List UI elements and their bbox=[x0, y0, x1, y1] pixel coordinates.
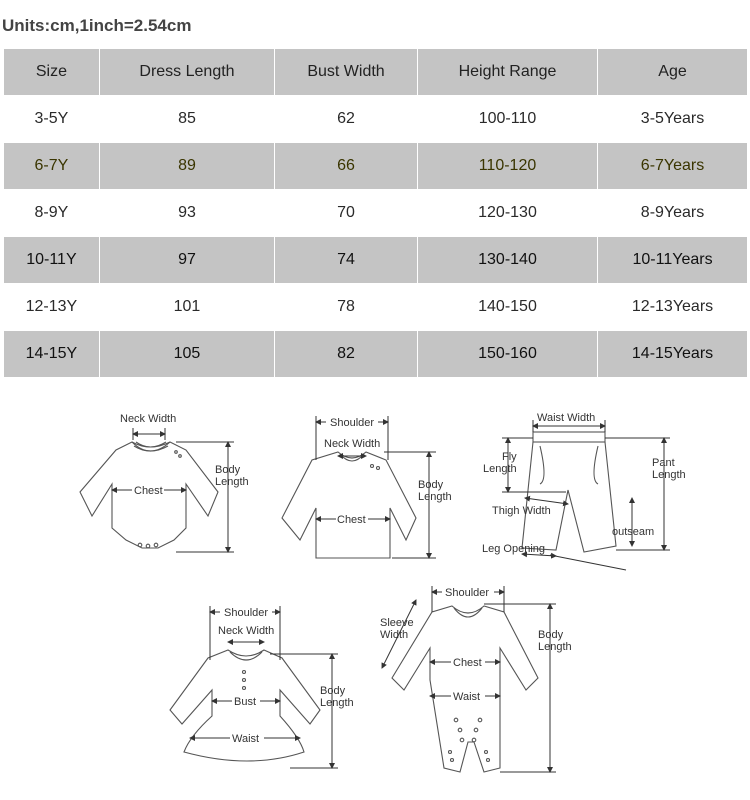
cell-dress-length: 97 bbox=[99, 237, 274, 284]
cell-height-range: 130-140 bbox=[417, 237, 597, 284]
label-body-length-1: Body bbox=[418, 479, 444, 491]
cell-size: 10-11Y bbox=[4, 237, 100, 284]
label-fly-length-1: Fly bbox=[502, 451, 517, 463]
cell-height-range: 140-150 bbox=[417, 284, 597, 331]
header-dress-length: Dress Length bbox=[99, 49, 274, 96]
label-chest: Chest bbox=[453, 657, 482, 669]
cell-height-range: 100-110 bbox=[417, 96, 597, 143]
cell-dress-length: 101 bbox=[99, 284, 274, 331]
label-waist-width: Waist Width bbox=[537, 412, 596, 424]
label-pant-length-2: Length bbox=[652, 469, 686, 481]
table-row bbox=[4, 143, 748, 190]
label-leg-opening: Leg Opening bbox=[482, 543, 545, 555]
cell-size: 12-13Y bbox=[4, 284, 100, 331]
label-bust: Bust bbox=[234, 696, 257, 708]
sweater-diagram bbox=[282, 415, 452, 558]
dress-diagram bbox=[170, 605, 354, 768]
measurement-diagrams bbox=[0, 380, 750, 800]
pants-diagram bbox=[482, 412, 686, 570]
label-body-length-1: Body bbox=[538, 629, 564, 641]
label-thigh-width: Thigh Width bbox=[492, 505, 551, 517]
label-neck-width: Neck Width bbox=[324, 438, 381, 450]
cell-age: 12-13Years bbox=[598, 284, 748, 331]
cell-dress-length: 105 bbox=[99, 331, 274, 378]
cell-height-range: 120-130 bbox=[417, 190, 597, 237]
label-shoulder: Shoulder bbox=[224, 607, 269, 619]
cell-height-range: 110-120 bbox=[417, 143, 597, 190]
header-size: Size bbox=[4, 49, 100, 96]
cell-size: 8-9Y bbox=[4, 190, 100, 237]
label-chest: Chest bbox=[134, 485, 163, 497]
cell-size: 14-15Y bbox=[4, 331, 100, 378]
label-shoulder: Shoulder bbox=[445, 587, 490, 599]
label-neck-width: Neck Width bbox=[120, 413, 177, 425]
cell-age: 3-5Years bbox=[598, 96, 748, 143]
label-sleeve-width-2: Width bbox=[380, 629, 409, 641]
cell-age: 8-9Years bbox=[598, 190, 748, 237]
cell-bust-width: 66 bbox=[275, 143, 418, 190]
label-outseam: outseam bbox=[612, 526, 655, 538]
label-waist: Waist bbox=[453, 691, 481, 703]
cell-bust-width: 74 bbox=[275, 237, 418, 284]
label-chest: Chest bbox=[337, 514, 366, 526]
units-note: Units:cm,1inch=2.54cm bbox=[2, 16, 192, 35]
cell-age: 6-7Years bbox=[598, 143, 748, 190]
table-row bbox=[4, 284, 748, 331]
cell-dress-length: 85 bbox=[99, 96, 274, 143]
header-height-range: Height Range bbox=[417, 49, 597, 96]
label-body-length-2: Length bbox=[215, 476, 249, 488]
bodysuit-diagram bbox=[80, 413, 249, 552]
label-sleeve-width-1: Sleeve bbox=[380, 617, 414, 629]
cell-size: 3-5Y bbox=[4, 96, 100, 143]
label-shoulder: Shoulder bbox=[330, 417, 375, 429]
label-waist: Waist bbox=[232, 733, 260, 745]
cell-age: 10-11Years bbox=[598, 237, 748, 284]
cell-age: 14-15Years bbox=[598, 331, 748, 378]
header-age: Age bbox=[598, 49, 748, 96]
label-body-length-2: Length bbox=[418, 491, 452, 503]
cell-height-range: 150-160 bbox=[417, 331, 597, 378]
label-body-length-2: Length bbox=[538, 641, 572, 653]
cell-bust-width: 62 bbox=[275, 96, 418, 143]
label-neck-width: Neck Width bbox=[218, 625, 275, 637]
table-row bbox=[4, 331, 748, 378]
label-fly-length-2: Length bbox=[483, 463, 517, 475]
cell-size: 6-7Y bbox=[4, 143, 100, 190]
table-header-row bbox=[4, 49, 748, 96]
label-body-length-1: Body bbox=[215, 464, 241, 476]
label-body-length-2: Length bbox=[320, 697, 354, 709]
header-bust-width: Bust Width bbox=[275, 49, 418, 96]
cell-bust-width: 82 bbox=[275, 331, 418, 378]
romper-diagram bbox=[380, 585, 572, 772]
cell-bust-width: 78 bbox=[275, 284, 418, 331]
cell-dress-length: 89 bbox=[99, 143, 274, 190]
table-row bbox=[4, 96, 748, 143]
table-row bbox=[4, 190, 748, 237]
size-table bbox=[3, 48, 748, 378]
label-body-length-1: Body bbox=[320, 685, 346, 697]
label-pant-length-1: Pant bbox=[652, 457, 675, 469]
cell-bust-width: 70 bbox=[275, 190, 418, 237]
table-row bbox=[4, 237, 748, 284]
cell-dress-length: 93 bbox=[99, 190, 274, 237]
